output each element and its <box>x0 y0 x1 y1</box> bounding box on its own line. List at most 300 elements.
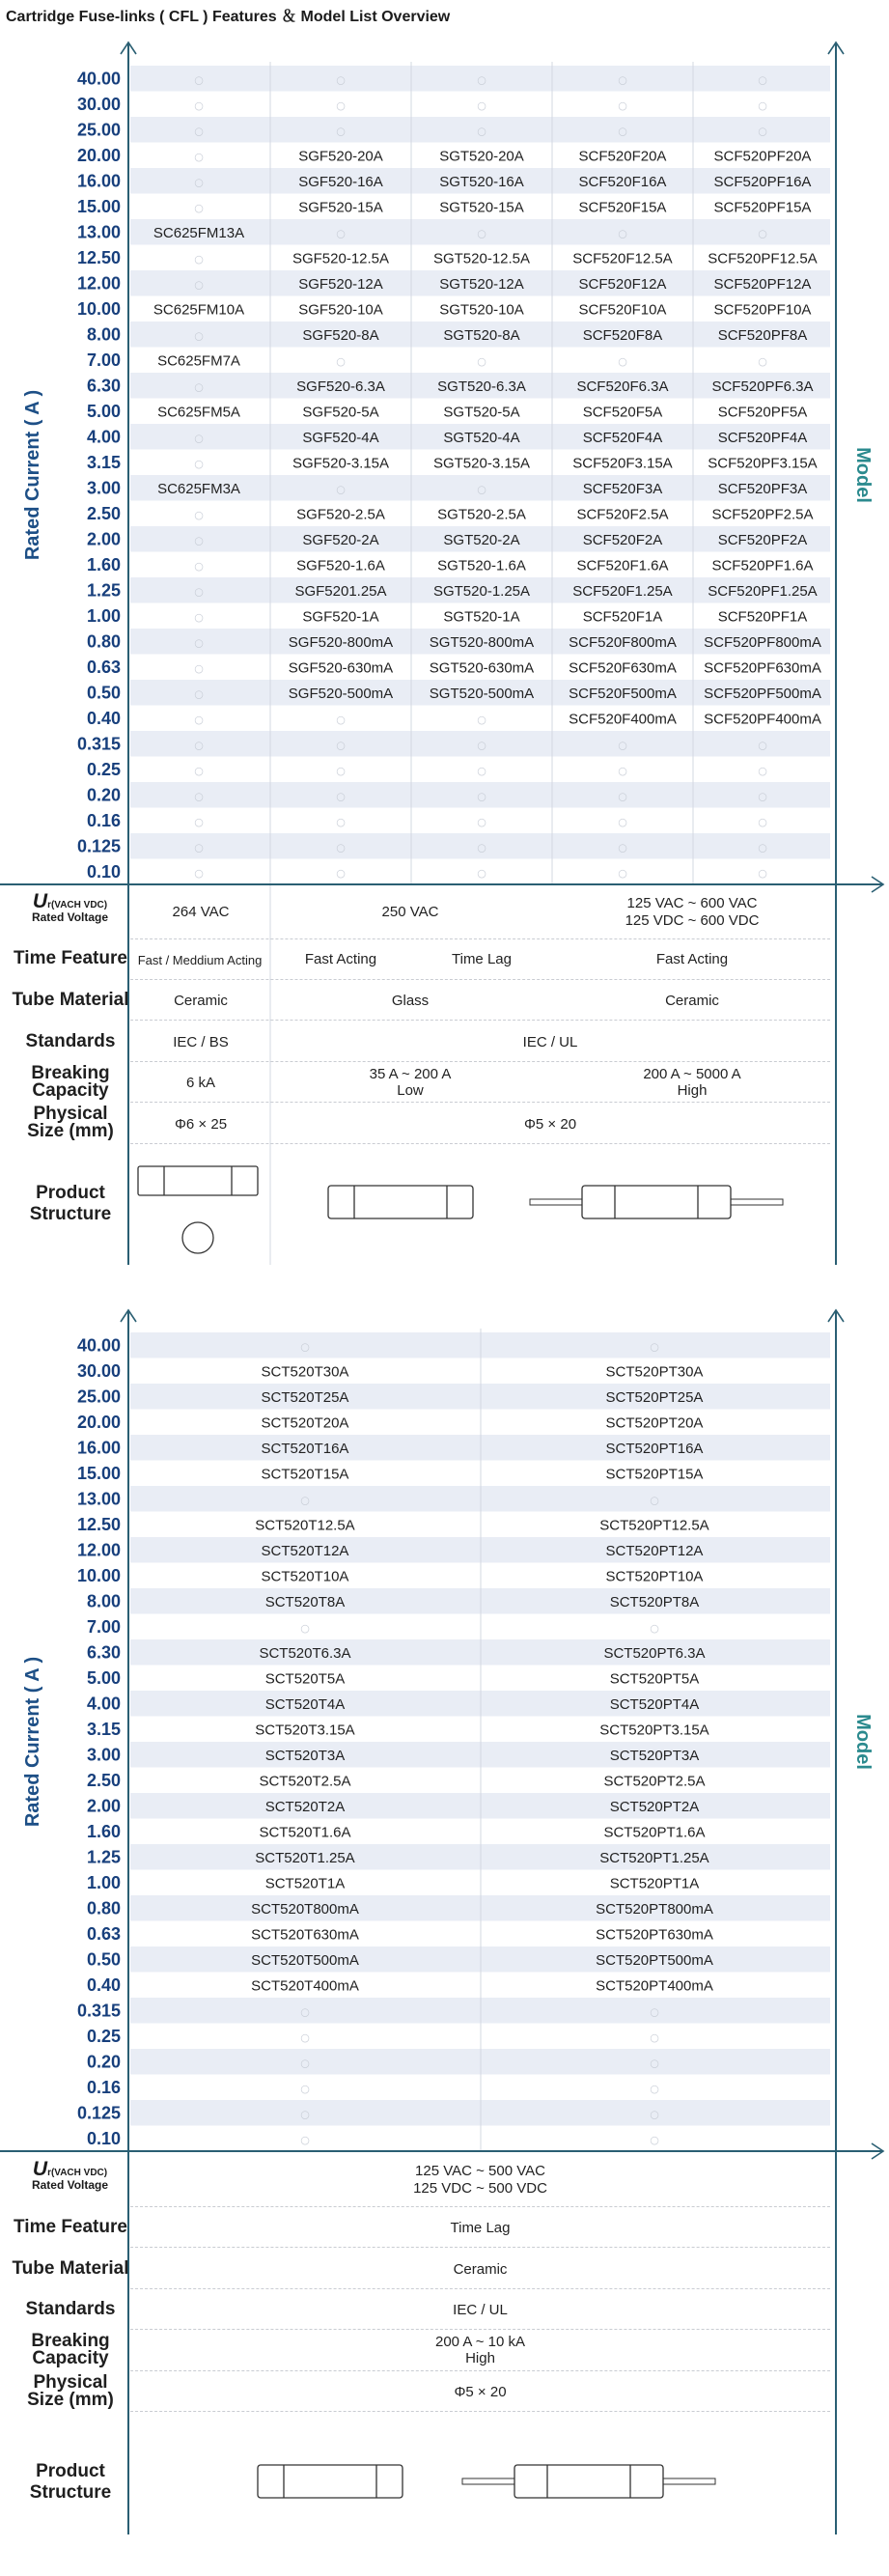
empty-slot-circle-icon: ○ <box>300 1621 310 1635</box>
model-cell: SCT520PT1.6A <box>603 1824 706 1841</box>
model-cell: SCT520PT10A <box>605 1568 704 1585</box>
tick-label: 5.00 <box>86 401 121 421</box>
empty-slot-circle-icon: ○ <box>194 764 204 777</box>
empty-slot-circle-icon: ○ <box>618 73 627 87</box>
empty-slot-circle-icon: ○ <box>758 815 767 828</box>
size-value-2: Φ5 × 20 <box>454 2384 507 2400</box>
empty-slot-circle-icon: ○ <box>650 2057 659 2070</box>
model-cell: SGT520-3.15A <box>432 455 531 472</box>
time-feature-value-2: Time Lag <box>450 2220 511 2236</box>
model-cell: SGT520-800mA <box>429 633 535 651</box>
model-cell: SC625FM10A <box>153 301 245 319</box>
empty-slot-circle-icon: ○ <box>758 866 767 880</box>
tick-label: 0.25 <box>86 759 121 779</box>
empty-slot-circle-icon: ○ <box>477 354 486 368</box>
model-cell: SCT520T20A <box>261 1414 349 1432</box>
model-cell: SCF520PF2.5A <box>711 506 814 523</box>
tick-label: 8.00 <box>86 324 121 345</box>
tick-label: 0.25 <box>86 2026 121 2046</box>
physical-size-label-2b: Size (mm) <box>27 2390 114 2410</box>
empty-slot-circle-icon: ○ <box>336 764 346 777</box>
model-cell: SCF520PF4A <box>717 429 808 446</box>
empty-slot-circle-icon: ○ <box>618 841 627 854</box>
empty-slot-circle-icon: ○ <box>194 841 204 854</box>
model-cell: SCF520F800mA <box>569 633 677 651</box>
model-cell: SCF520F5A <box>582 404 663 421</box>
rated-voltage-label <box>10 890 130 924</box>
tick-label: 8.00 <box>86 1591 121 1611</box>
model-cell: SCT520T25A <box>261 1388 349 1406</box>
model-cell: SCF520PF12A <box>713 275 812 293</box>
tick-label: 15.00 <box>76 1463 121 1483</box>
empty-slot-circle-icon: ○ <box>336 841 346 854</box>
standards-label-2: Standards <box>25 2299 116 2319</box>
tick-label: 1.60 <box>86 1821 121 1841</box>
time-feature-label: Time Feature <box>14 948 127 968</box>
model-cell: SCF520PF1.25A <box>708 582 818 600</box>
empty-slot-circle-icon: ○ <box>336 98 346 112</box>
empty-slot-circle-icon: ○ <box>650 1621 659 1635</box>
model-cell: SCT520T15A <box>261 1466 349 1483</box>
tick-label: 1.00 <box>86 605 121 626</box>
empty-slot-circle-icon: ○ <box>758 764 767 777</box>
tick-label: 12.50 <box>76 247 121 267</box>
model-cell: SCF520PF500mA <box>704 685 821 702</box>
model-cell: SCF520PF1A <box>717 608 808 626</box>
empty-slot-circle-icon: ○ <box>618 354 627 368</box>
breaking-ceramic-range: 200 A ~ 5000 A <box>643 1066 741 1082</box>
model-cell: SCT520PT2.5A <box>603 1773 706 1790</box>
model-axis-title: Model <box>852 1714 874 1770</box>
empty-slot-circle-icon: ○ <box>477 713 486 726</box>
model-cell: SCF520PF8A <box>717 326 808 344</box>
model-cell: SCT520PT3A <box>609 1747 700 1764</box>
tick-label: 0.63 <box>86 1923 121 1944</box>
empty-slot-circle-icon: ○ <box>336 483 346 496</box>
model-cell: SGF520-12.5A <box>292 250 390 267</box>
model-cell: SGF520-4A <box>302 429 379 446</box>
breaking-capacity-label-1: Breaking <box>31 1063 110 1083</box>
model-cell: SGT520-5A <box>443 404 520 421</box>
empty-slot-circle-icon: ○ <box>194 432 204 445</box>
model-cell: SCF520F12.5A <box>572 250 673 267</box>
empty-slot-circle-icon: ○ <box>758 227 767 240</box>
model-cell: SCT520T400mA <box>251 1977 359 1995</box>
tick-label: 16.00 <box>76 171 121 191</box>
model-cell: SCT520T800mA <box>251 1900 359 1918</box>
model-cell: SGT520-1.25A <box>432 582 531 600</box>
tick-label: 0.315 <box>76 734 121 754</box>
model-cell: SCT520T1.25A <box>255 1849 355 1866</box>
tick-label: 5.00 <box>86 1667 121 1688</box>
page-title: Cartridge Fuse-links ( CFL ) Features ＆ Model List Overview <box>6 9 451 25</box>
model-cell: SCT520PT3.15A <box>599 1722 709 1739</box>
breaking-glass-range: 35 A ~ 200 A <box>369 1066 452 1082</box>
model-cell: SCT520PT25A <box>605 1388 704 1406</box>
empty-slot-circle-icon: ○ <box>758 125 767 138</box>
empty-slot-circle-icon: ○ <box>477 764 486 777</box>
tick-label: 15.00 <box>76 196 121 216</box>
model-cell: SCF520PF1.6A <box>711 557 814 574</box>
empty-slot-circle-icon: ○ <box>618 790 627 803</box>
breaking-capacity-label-2a: Breaking <box>31 2331 110 2351</box>
model-cell: SCT520T6.3A <box>259 1644 351 1662</box>
empty-slot-circle-icon: ○ <box>336 227 346 240</box>
voltage-subscript: r(VACH VDC) <box>47 900 108 910</box>
fuse-5x20-pigtail-drawing <box>526 1180 787 1224</box>
model-cell: SCF520F16A <box>578 173 667 190</box>
size-others: Φ5 × 20 <box>523 1116 577 1133</box>
model-cell: SCF520PF3A <box>717 480 808 497</box>
empty-slot-circle-icon: ○ <box>194 508 204 521</box>
tick-label: 0.10 <box>86 861 121 882</box>
model-cell: SCF520F12A <box>578 275 667 293</box>
model-cell: SCF520F4A <box>582 429 663 446</box>
empty-slot-circle-icon: ○ <box>194 636 204 650</box>
empty-slot-circle-icon: ○ <box>300 2082 310 2095</box>
model-cell: SCT520PT16A <box>605 1440 704 1457</box>
model-cell: SGF520-12A <box>298 275 383 293</box>
tick-label: 0.50 <box>86 1949 121 1970</box>
model-cell: SCF520PF630mA <box>704 659 821 677</box>
physical-size-label-2a: Physical <box>33 2372 108 2393</box>
empty-slot-circle-icon: ○ <box>194 866 204 880</box>
model-cell: SGT520-6.3A <box>437 378 526 395</box>
empty-slot-circle-icon: ○ <box>336 815 346 828</box>
model-cell: SCT520T500mA <box>251 1951 359 1969</box>
empty-slot-circle-icon: ○ <box>300 2030 310 2044</box>
model-cell: SCT520T16A <box>261 1440 349 1457</box>
y-axis-title: Rated Current ( A ) <box>22 1656 43 1828</box>
standards-label: Standards <box>25 1031 116 1051</box>
model-cell: SCT520PT8A <box>609 1593 700 1610</box>
empty-slot-circle-icon: ○ <box>477 73 486 87</box>
tick-label: 3.15 <box>86 452 121 472</box>
empty-slot-circle-icon: ○ <box>300 2057 310 2070</box>
model-axis-title: Model <box>852 447 874 503</box>
empty-slot-circle-icon: ○ <box>194 713 204 726</box>
model-cell: SGT520-16A <box>439 173 524 190</box>
time-feature-scf: Fast Acting <box>655 951 729 967</box>
time-feature-sgt: Time Lag <box>452 951 512 967</box>
model-cell: SCT520PT1.25A <box>599 1849 709 1866</box>
model-cell: SCT520T4A <box>264 1695 346 1713</box>
tick-label: 1.00 <box>86 1872 121 1892</box>
empty-slot-circle-icon: ○ <box>194 252 204 266</box>
empty-slot-circle-icon: ○ <box>194 457 204 470</box>
tick-label: 12.00 <box>76 273 121 294</box>
empty-slot-circle-icon: ○ <box>650 2082 659 2095</box>
tick-label: 3.00 <box>86 1745 121 1765</box>
model-cell: SCF520F6.3A <box>576 378 669 395</box>
model-cell: SC625FM3A <box>157 480 240 497</box>
empty-slot-circle-icon: ○ <box>194 98 204 112</box>
model-cell: SCT520PT4A <box>609 1695 700 1713</box>
model-cell: SCF520F2.5A <box>576 506 669 523</box>
model-cell: SGT520-8A <box>443 326 520 344</box>
model-cell: SCT520PT6.3A <box>603 1644 706 1662</box>
tick-label: 1.25 <box>86 580 121 601</box>
tick-label: 0.125 <box>76 2103 121 2123</box>
empty-slot-circle-icon: ○ <box>336 73 346 87</box>
empty-slot-circle-icon: ○ <box>194 278 204 292</box>
model-cell: SCF520PF2A <box>717 531 808 548</box>
empty-slot-circle-icon: ○ <box>300 2133 310 2146</box>
breaking-range-2: 200 A ~ 10 kA <box>435 2334 525 2350</box>
model-cell: SGF520-1A <box>302 608 379 626</box>
model-cell: SCT520T30A <box>261 1363 349 1381</box>
empty-slot-circle-icon: ○ <box>336 713 346 726</box>
empty-slot-circle-icon: ○ <box>618 866 627 880</box>
empty-slot-circle-icon: ○ <box>194 329 204 343</box>
time-feature-sc625: Fast / Meddium Acting <box>137 953 263 967</box>
model-cell: SCF520F3A <box>582 480 663 497</box>
empty-slot-circle-icon: ○ <box>650 1494 659 1507</box>
voltage-value-ceramic-dc: 125 VDC ~ 600 VDC <box>625 912 760 929</box>
breaking-sc625: 6 kA <box>185 1075 215 1091</box>
empty-slot-circle-icon: ○ <box>194 201 204 214</box>
model-cell: SGT520-630mA <box>429 659 535 677</box>
model-cell: SCF520F1.6A <box>576 557 669 574</box>
tick-label: 6.30 <box>86 1642 121 1663</box>
model-cell: SCF520F500mA <box>569 685 677 702</box>
empty-slot-circle-icon: ○ <box>336 866 346 880</box>
voltage-symbol-2: U <box>32 2158 48 2180</box>
model-cell: SCF520F400mA <box>569 711 677 728</box>
y-axis-title: Rated Current ( A ) <box>22 389 43 561</box>
tick-label: 25.00 <box>76 120 121 140</box>
standards-others: IEC / UL <box>522 1034 578 1050</box>
empty-slot-circle-icon: ○ <box>477 98 486 112</box>
model-cell: SGF520-3.15A <box>292 455 390 472</box>
empty-slot-circle-icon: ○ <box>336 790 346 803</box>
model-cell: SCF520PF5A <box>717 404 808 421</box>
tick-label: 13.00 <box>76 1489 121 1509</box>
tube-material-glass: Glass <box>391 993 430 1009</box>
empty-slot-circle-icon: ○ <box>300 2005 310 2019</box>
tick-label: 0.20 <box>86 785 121 805</box>
fuse-5x20-drawing-2 <box>253 2459 407 2504</box>
empty-slot-circle-icon: ○ <box>194 73 204 87</box>
model-cell: SCT520T3A <box>264 1747 346 1764</box>
tick-label: 0.40 <box>86 708 121 728</box>
model-cell: SC625FM13A <box>153 224 245 241</box>
tube-material-sc625: Ceramic <box>174 993 228 1009</box>
voltage-value-ceramic-ac: 125 VAC ~ 600 VAC <box>626 895 758 911</box>
tick-label: 2.00 <box>86 529 121 549</box>
breaking-level-2: High <box>465 2350 495 2366</box>
model-cell: SCT520PT800mA <box>596 1900 713 1918</box>
model-cell: SCF520PF12.5A <box>708 250 818 267</box>
voltage-value-sc625: 264 VAC <box>172 904 230 920</box>
model-cell: SCT520PT2A <box>609 1798 700 1815</box>
model-cell: SCF520F8A <box>582 326 663 344</box>
tick-label: 1.25 <box>86 1847 121 1867</box>
tick-label: 10.00 <box>76 1565 121 1585</box>
model-cell: SGT520-15A <box>439 199 524 216</box>
empty-slot-circle-icon: ○ <box>650 2030 659 2044</box>
model-cell: SCT520T2A <box>264 1798 346 1815</box>
empty-slot-circle-icon: ○ <box>618 98 627 112</box>
empty-slot-circle-icon: ○ <box>194 534 204 547</box>
empty-slot-circle-icon: ○ <box>618 125 627 138</box>
empty-slot-circle-icon: ○ <box>336 354 346 368</box>
empty-slot-circle-icon: ○ <box>618 227 627 240</box>
tick-label: 1.60 <box>86 554 121 574</box>
empty-slot-circle-icon: ○ <box>650 2005 659 2019</box>
voltage-value-glass: 250 VAC <box>381 904 439 920</box>
product-structure-label-2b: Structure <box>29 2482 112 2503</box>
tick-label: 3.15 <box>86 1719 121 1739</box>
empty-slot-circle-icon: ○ <box>650 2108 659 2121</box>
empty-slot-circle-icon: ○ <box>194 687 204 701</box>
model-cell: SCT520T10A <box>261 1568 349 1585</box>
empty-slot-circle-icon: ○ <box>477 841 486 854</box>
breaking-ceramic-level: High <box>677 1082 708 1099</box>
empty-slot-circle-icon: ○ <box>477 483 486 496</box>
voltage-symbol: U <box>32 890 48 912</box>
tick-label: 0.80 <box>86 631 121 652</box>
empty-slot-circle-icon: ○ <box>194 559 204 573</box>
product-structure-label-1: Product <box>36 1183 105 1203</box>
empty-slot-circle-icon: ○ <box>758 790 767 803</box>
tick-label: 20.00 <box>76 145 121 165</box>
empty-slot-circle-icon: ○ <box>300 1340 310 1354</box>
model-cell: SCF520F3.15A <box>572 455 673 472</box>
tick-label: 2.50 <box>86 503 121 523</box>
model-cell: SGF520-20A <box>298 148 383 165</box>
model-cell: SCT520T12A <box>261 1542 349 1559</box>
model-cell: SCT520PT5A <box>609 1670 700 1688</box>
empty-slot-circle-icon: ○ <box>194 661 204 675</box>
empty-slot-circle-icon: ○ <box>758 354 767 368</box>
tick-label: 0.16 <box>86 2077 121 2097</box>
tick-label: 40.00 <box>76 69 121 89</box>
tick-label: 7.00 <box>86 350 121 370</box>
fuse-5x20-pigtail-drawing-2 <box>458 2459 719 2504</box>
tick-label: 0.63 <box>86 657 121 677</box>
model-cell: SCT520PT1A <box>609 1875 700 1892</box>
tick-label: 0.125 <box>76 836 121 856</box>
tick-label: 40.00 <box>76 1335 121 1356</box>
model-cell: SGT520-1A <box>443 608 520 626</box>
voltage-value-ac-2: 125 VAC ~ 500 VAC <box>415 2163 545 2179</box>
tick-label: 20.00 <box>76 1412 121 1432</box>
standards-value-2: IEC / UL <box>453 2302 508 2318</box>
model-cell: SCT520PT20A <box>605 1414 704 1432</box>
tick-label: 2.50 <box>86 1770 121 1790</box>
model-cell: SCT520T8A <box>264 1593 346 1610</box>
breaking-capacity-label-2: Capacity <box>32 1080 109 1101</box>
empty-slot-circle-icon: ○ <box>618 815 627 828</box>
tick-label: 0.16 <box>86 810 121 830</box>
model-cell: SGF520-800mA <box>288 633 394 651</box>
empty-slot-circle-icon: ○ <box>758 98 767 112</box>
model-cell: SGF520-8A <box>302 326 379 344</box>
empty-slot-circle-icon: ○ <box>477 815 486 828</box>
model-cell: SCT520PT12.5A <box>599 1517 709 1534</box>
empty-slot-circle-icon: ○ <box>194 610 204 624</box>
model-cell: SGT520-4A <box>443 429 520 446</box>
tick-label: 4.00 <box>86 427 121 447</box>
empty-slot-circle-icon: ○ <box>194 380 204 394</box>
model-cell: SCF520F20A <box>578 148 667 165</box>
model-cell: SCF520F10A <box>578 301 667 319</box>
tick-label: 4.00 <box>86 1694 121 1714</box>
model-cell: SCF520F1.25A <box>572 582 673 600</box>
model-cell: SCF520PF16A <box>713 173 812 190</box>
model-cell: SC625FM5A <box>157 404 240 421</box>
empty-slot-circle-icon: ○ <box>194 790 204 803</box>
empty-slot-circle-icon: ○ <box>477 227 486 240</box>
tick-label: 2.00 <box>86 1796 121 1816</box>
empty-slot-circle-icon: ○ <box>300 1494 310 1507</box>
tick-label: 3.00 <box>86 478 121 498</box>
time-feature-sgf: Fast Acting <box>304 951 377 967</box>
voltage-subscript-2: r(VACH VDC) <box>47 2168 108 2178</box>
time-feature-label-2: Time Feature <box>14 2217 127 2237</box>
model-cell: SCF520PF800mA <box>704 633 821 651</box>
fuse-6x25-drawing <box>135 1159 270 1265</box>
empty-slot-circle-icon: ○ <box>194 176 204 189</box>
empty-slot-circle-icon: ○ <box>194 150 204 163</box>
tick-label: 25.00 <box>76 1386 121 1407</box>
tick-label: 0.315 <box>76 2001 121 2021</box>
model-cell: SGF520-10A <box>298 301 383 319</box>
model-cell: SCF520PF400mA <box>704 711 821 728</box>
model-cell: SCF520PF3.15A <box>708 455 818 472</box>
tick-label: 0.10 <box>86 2128 121 2148</box>
tick-label: 0.50 <box>86 683 121 703</box>
model-cell: SCT520PT30A <box>605 1363 704 1381</box>
empty-slot-circle-icon: ○ <box>194 739 204 752</box>
tick-label: 7.00 <box>86 1616 121 1637</box>
empty-slot-circle-icon: ○ <box>650 2133 659 2146</box>
model-cell: SCT520T630mA <box>251 1926 359 1944</box>
breaking-glass-level: Low <box>397 1082 424 1099</box>
empty-slot-circle-icon: ○ <box>300 2108 310 2121</box>
rated-voltage-label-2 <box>10 2158 130 2192</box>
tick-label: 0.20 <box>86 2052 121 2072</box>
model-cell: SGF520-500mA <box>288 685 394 702</box>
model-cell: SGF520-2.5A <box>296 506 385 523</box>
model-cell: SCF520PF15A <box>713 199 812 216</box>
tick-label: 0.40 <box>86 1974 121 1995</box>
model-cell: SCF520PF10A <box>713 301 812 319</box>
breaking-capacity-label-2b: Capacity <box>32 2348 109 2368</box>
model-cell: SGT520-1.6A <box>437 557 526 574</box>
model-cell: SCT520T1.6A <box>259 1824 351 1841</box>
tube-material-ceramic: Ceramic <box>665 993 719 1009</box>
tick-label: 13.00 <box>76 222 121 242</box>
rated-voltage-text-2: Rated Voltage <box>31 2178 109 2192</box>
model-cell: SGF520-6.3A <box>296 378 385 395</box>
empty-slot-circle-icon: ○ <box>194 815 204 828</box>
model-cell: SCF520PF20A <box>713 148 812 165</box>
empty-slot-circle-icon: ○ <box>477 866 486 880</box>
model-cell: SGF520-630mA <box>288 659 394 677</box>
fuse-5x20-drawing <box>323 1180 478 1224</box>
model-cell: SGT520-2.5A <box>437 506 526 523</box>
tick-label: 12.00 <box>76 1540 121 1560</box>
tick-label: 10.00 <box>76 298 121 319</box>
size-sc625: Φ6 × 25 <box>174 1116 228 1133</box>
rated-voltage-text: Rated Voltage <box>31 910 109 924</box>
model-cell: SGF520-15A <box>298 199 383 216</box>
model-cell: SCF520F1A <box>582 608 663 626</box>
tick-label: 0.80 <box>86 1898 121 1918</box>
model-cell: SGF520-16A <box>298 173 383 190</box>
